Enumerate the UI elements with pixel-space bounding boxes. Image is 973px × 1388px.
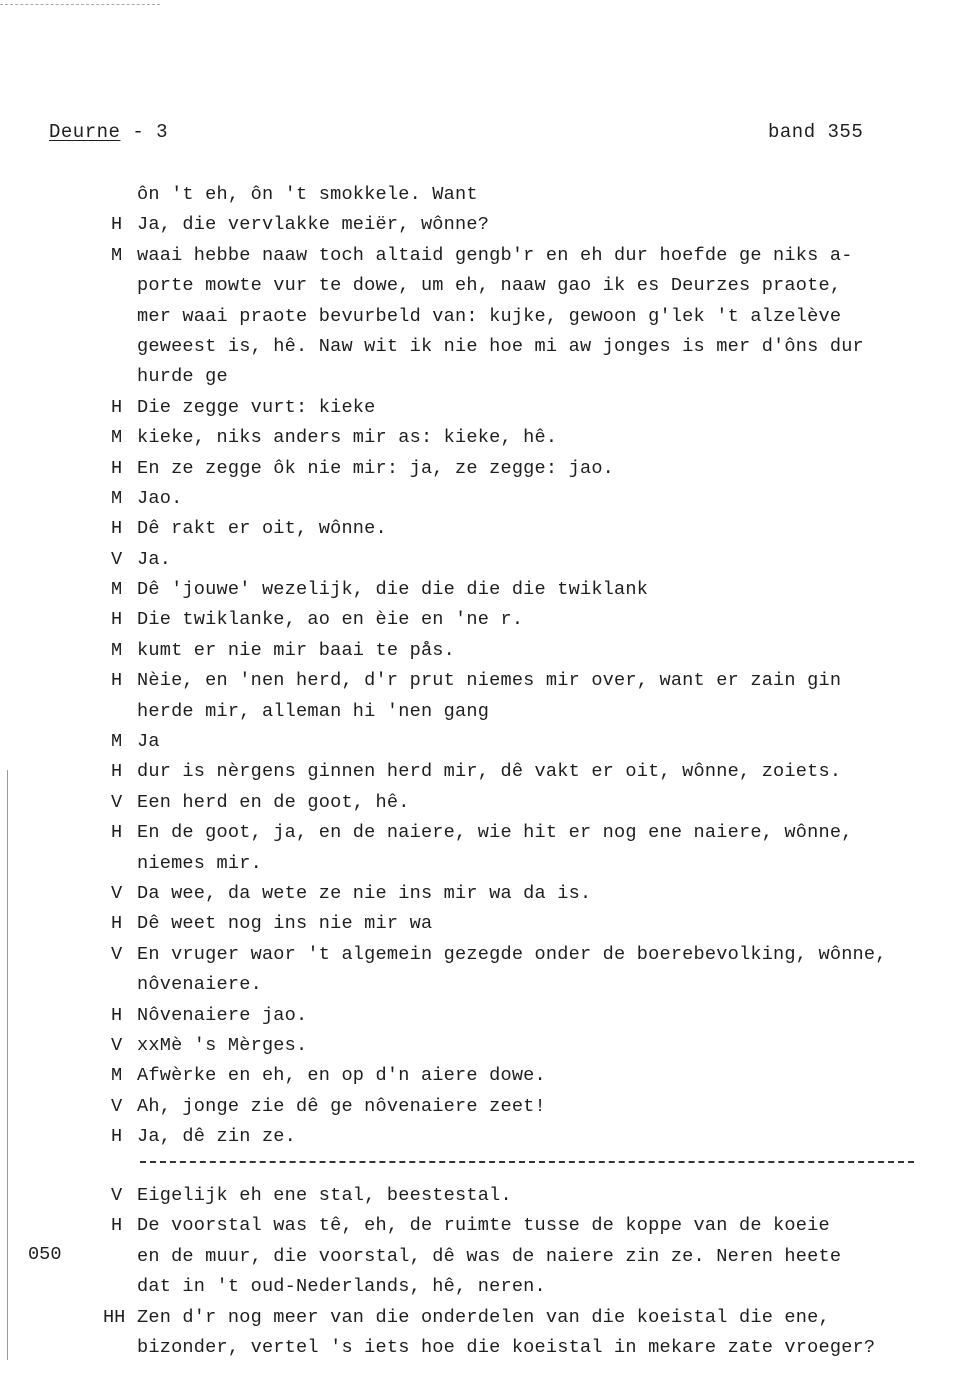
speaker-label: H — [111, 761, 123, 783]
speaker-label: V — [111, 548, 123, 570]
transcript-line — [0, 423, 973, 453]
section-divider — [140, 1161, 914, 1163]
spoken-text: En de goot, ja, en de naiere, wie hit er nog ene naiere, wônne, — [137, 822, 853, 844]
spoken-text: Ah, jonge zie dê ge nôvenaiere zeet! — [137, 1095, 546, 1117]
spoken-text: niemes mir. — [137, 852, 262, 874]
transcript-line — [0, 727, 973, 757]
spoken-text: porte mowte vur te dowe, um eh, naaw gao ik es Deurzes praote, — [137, 275, 842, 297]
speaker-label: M — [111, 579, 123, 601]
transcript-line — [0, 1092, 973, 1122]
spoken-text: xxMè 's Mèrges. — [137, 1034, 308, 1056]
spoken-text: Dê weet nog ins nie mir wa — [137, 913, 433, 935]
header-page-number: 3 — [156, 121, 169, 143]
margin-line-number: 050 — [28, 1244, 62, 1265]
spoken-text: En ze zegge ôk nie mir: ja, ze zegge: jao. — [137, 457, 615, 479]
spoken-text: dur is nèrgens ginnen herd mir, dê vakt er oit, wônne, zoiets. — [137, 761, 842, 783]
spoken-text: Da wee, da wete ze nie ins mir wa da is. — [137, 882, 592, 904]
transcript-line — [0, 697, 973, 727]
spoken-text: Ja. — [137, 548, 172, 570]
transcript-line — [0, 970, 973, 1000]
speaker-label: V — [111, 1185, 123, 1206]
transcript-block-after-divider — [0, 1181, 973, 1363]
transcript-line — [0, 454, 973, 484]
spoken-text: en de muur, die voorstal, dê was de naiere zin ze. Neren heete — [137, 1245, 842, 1267]
transcript-line — [0, 484, 973, 514]
spoken-text: kumt er nie mir baai te pås. — [137, 639, 456, 661]
spoken-text: Zen d'r nog meer van die onderdelen van die koeistal die ene, — [137, 1306, 830, 1328]
spoken-text: geweest is, hê. Naw wit ik nie hoe mi aw jonges is mer d'ôns dur — [137, 335, 864, 357]
spoken-text: hurde ge — [137, 366, 228, 388]
speaker-label: H — [111, 1126, 123, 1148]
speaker-label: M — [111, 427, 123, 449]
transcript-line — [0, 818, 973, 848]
spoken-text: De voorstal was tê, eh, de ruimte tusse de koppe van de koeie — [137, 1215, 830, 1237]
speaker-label: H — [111, 670, 123, 692]
transcript-line — [0, 1303, 973, 1333]
transcript-line — [0, 1211, 973, 1241]
scan-artifact — [0, 4, 160, 5]
transcript-line — [0, 1242, 973, 1272]
transcript-line — [0, 393, 973, 423]
transcript-line — [0, 1333, 973, 1363]
speaker-label: V — [111, 1034, 123, 1056]
spoken-text: Ja, die vervlakke meiër, wônne? — [137, 214, 490, 236]
transcript-line — [0, 879, 973, 909]
spoken-text: waai hebbe naaw toch altaid gengb'r en eh dur hoefde ge niks a- — [137, 244, 853, 266]
speaker-label: V — [111, 1095, 123, 1117]
transcript-line — [0, 940, 973, 970]
transcript-line — [0, 514, 973, 544]
transcript-line — [0, 362, 973, 392]
spoken-text: Die twiklanke, ao en èie en 'ne r. — [137, 609, 524, 631]
spoken-text: Jao. — [137, 487, 183, 509]
spoken-text: nôvenaiere. — [137, 974, 262, 996]
spoken-text: ôn 't eh, ôn 't smokkele. Want — [137, 184, 478, 205]
speaker-label: H — [111, 822, 123, 844]
spoken-text: Eigelijk eh ene stal, beestestal. — [137, 1185, 512, 1206]
transcript-line — [0, 241, 973, 271]
spoken-text: Afwèrke en eh, en op d'n aiere dowe. — [137, 1065, 546, 1087]
transcript-line — [0, 1001, 973, 1031]
transcript-line — [0, 271, 973, 301]
spoken-text: Nèie, en 'nen herd, d'r prut niemes mir over, want er zain gin — [137, 670, 842, 692]
transcript-line — [0, 666, 973, 696]
spoken-text: dat in 't oud-Nederlands, hê, neren. — [137, 1276, 546, 1298]
page-header-left — [49, 121, 168, 143]
spoken-text: Ja, dê zin ze. — [137, 1126, 297, 1148]
transcript-line — [0, 788, 973, 818]
speaker-label: M — [111, 639, 123, 661]
header-band: band 355 — [768, 121, 864, 143]
speaker-label: H — [111, 214, 123, 236]
spoken-text: Nôvenaiere jao. — [137, 1004, 308, 1026]
transcript-line — [0, 210, 973, 240]
spoken-text: Dê 'jouwe' wezelijk, die die die die twiklank — [137, 579, 649, 601]
transcript-line — [0, 1061, 973, 1091]
speaker-label: M — [111, 487, 123, 509]
spoken-text: Dê rakt er oit, wônne. — [137, 518, 387, 540]
transcript-line — [0, 849, 973, 879]
speaker-label: H — [111, 1004, 123, 1026]
speaker-label: H — [111, 1215, 123, 1237]
speaker-label: H — [111, 609, 123, 631]
transcript-line — [0, 909, 973, 939]
spoken-text: Ja — [137, 731, 160, 753]
spoken-text: En vruger waor 't algemein gezegde onder de boerebevolking, wônne, — [137, 943, 887, 965]
transcript-line — [0, 1181, 973, 1211]
transcript-line — [0, 332, 973, 362]
spoken-text: Die zegge vurt: kieke — [137, 396, 376, 418]
transcript-line — [0, 1272, 973, 1302]
transcript-line — [0, 575, 973, 605]
spoken-text: herde mir, alleman hi 'nen gang — [137, 700, 490, 722]
speaker-label: H — [111, 518, 123, 540]
transcript-line — [0, 636, 973, 666]
header-place: Deurne — [49, 121, 121, 143]
transcript-line — [0, 180, 973, 210]
speaker-label: M — [111, 1065, 123, 1087]
transcript-line — [0, 1122, 973, 1152]
speaker-label: M — [111, 244, 123, 266]
spoken-text: kieke, niks anders mir as: kieke, hê. — [137, 427, 558, 449]
transcript-line — [0, 1031, 973, 1061]
speaker-label: H — [111, 457, 123, 479]
transcript-block — [0, 180, 973, 1153]
scan-edge-line — [7, 770, 8, 1360]
spoken-text: Een herd en de goot, hê. — [137, 791, 410, 813]
speaker-label: V — [111, 791, 123, 813]
transcript-line — [0, 757, 973, 787]
spoken-text: bizonder, vertel 's iets hoe die koeistal in mekare zate vroeger? — [137, 1336, 876, 1358]
speaker-label: V — [111, 882, 123, 904]
transcript-line — [0, 302, 973, 332]
speaker-label: H — [111, 913, 123, 935]
header-separator: - — [120, 121, 157, 143]
speaker-label: V — [111, 943, 123, 965]
speaker-label: HH — [103, 1306, 126, 1328]
transcript-line — [0, 545, 973, 575]
speaker-label: M — [111, 731, 123, 753]
transcript-line — [0, 605, 973, 635]
spoken-text: mer waai praote bevurbeld van: kujke, gewoon g'lek 't alzelève — [137, 305, 842, 327]
speaker-label: H — [111, 396, 123, 418]
